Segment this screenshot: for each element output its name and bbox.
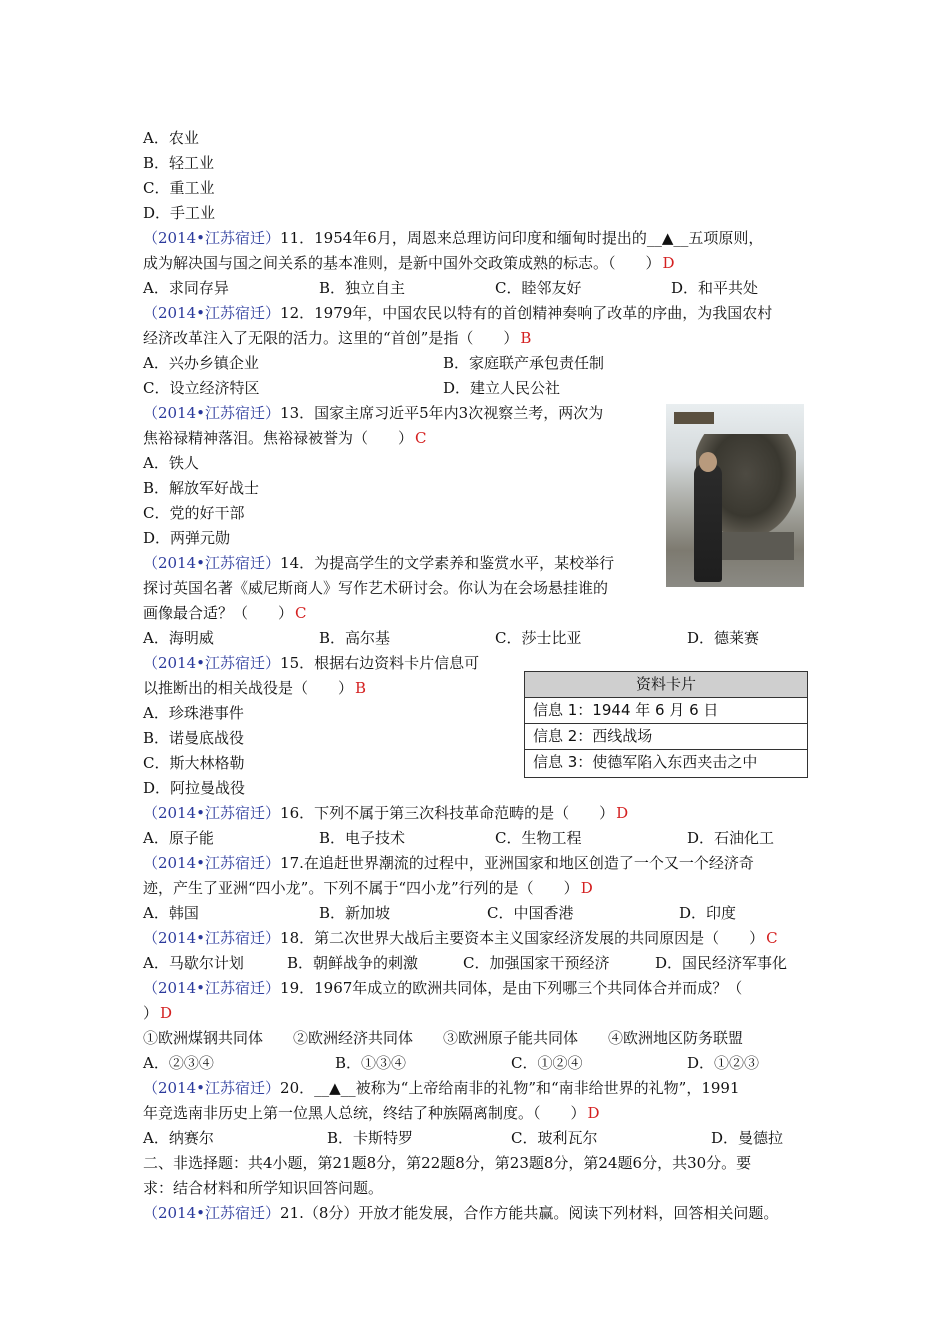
q15-option-d: D．阿拉曼战役	[143, 779, 246, 797]
q18-options	[143, 951, 803, 975]
q17-option-c: C．中国香港	[487, 904, 574, 922]
q17-option-b: B．新加坡	[319, 904, 391, 922]
q16-option-d: D．石油化工	[687, 829, 775, 847]
source-tag: （2014•江苏宿迁）	[143, 554, 281, 572]
q13-stem-line2: 焦裕禄精神落泪。焦裕禄被誉为（ ） C	[143, 429, 427, 447]
answer-mark: D	[587, 1104, 600, 1122]
q10-option-d: D．手工业	[143, 204, 216, 222]
info-card-row: 信息 2：西线战场	[525, 724, 807, 750]
q16-option-c: C．生物工程	[495, 829, 582, 847]
source-tag: （2014•江苏宿迁）	[143, 404, 281, 422]
q15-option-c: C．斯大林格勒	[143, 754, 245, 772]
answer-mark: D	[580, 879, 593, 897]
info-card-title: 资料卡片	[525, 672, 807, 698]
q10-option-b: B．轻工业	[143, 154, 215, 172]
q12-options-row1	[143, 351, 803, 375]
q19-stem-line2: ） D	[143, 1004, 173, 1022]
q19-stem-line1: （2014•江苏宿迁）19．1967年成立的欧洲共同体，是由下列哪三个共同体合并而成？（	[143, 979, 743, 997]
q17-options	[143, 901, 803, 925]
q20-option-b: B．卡斯特罗	[327, 1129, 414, 1147]
q11-option-d: D．和平共处	[671, 279, 759, 297]
info-card	[524, 671, 808, 778]
q13-stem-line1: （2014•江苏宿迁）13．国家主席习近平5年内3次视察兰考，两次为	[143, 404, 604, 422]
q20-option-d: D．曼德拉	[711, 1129, 784, 1147]
q16-option-a: A．原子能	[143, 829, 214, 847]
q13-option-c: C．党的好干部	[143, 504, 245, 522]
q14-stem-line3: 画像最合适？（ ） C	[143, 604, 307, 622]
source-tag: （2014•江苏宿迁）	[143, 979, 281, 997]
q12-option-d: D．建立人民公社	[443, 379, 561, 397]
answer-mark: D	[662, 254, 675, 272]
q12-option-a: A．兴办乡镇企业	[143, 354, 259, 372]
q11-stem-line2: 成为解决国与国之间关系的基本准则，是新中国外交政策成熟的标志。（ ） D	[143, 254, 675, 272]
q18-option-c: C．加强国家干预经济	[463, 954, 610, 972]
q18-option-a: A．马歇尔计划	[143, 954, 244, 972]
q15-option-b: B．诺曼底战役	[143, 729, 245, 747]
q11-stem-line1: （2014•江苏宿迁）11．1954年6月，周恩来总理访问印度和缅甸时提出的__▲__五项原则，	[143, 229, 764, 247]
q18-stem-line1: （2014•江苏宿迁）18．第二次世界大战后主要资本主义国家经济发展的共同原因是（ ） C	[143, 929, 778, 947]
q19-option-a: A．②③④	[143, 1054, 214, 1072]
q19-option-d: D．①②③	[687, 1054, 760, 1072]
q10-option-a: A．农业	[143, 129, 199, 147]
source-tag: （2014•江苏宿迁）	[143, 854, 281, 872]
q19-options	[143, 1051, 803, 1075]
q11-option-a: A．求同存异	[143, 279, 229, 297]
q14-option-a: A．海明威	[143, 629, 214, 647]
source-tag: （2014•江苏宿迁）	[143, 1079, 281, 1097]
q20-option-c: C．玻利瓦尔	[511, 1129, 598, 1147]
q12-option-b: B．家庭联产承包责任制	[443, 354, 605, 372]
q20-stem-line2: 年竞选南非历史上第一位黑人总统，终结了种族隔离制度。（ ） D	[143, 1104, 600, 1122]
q19-option-c: C．①②④	[511, 1054, 583, 1072]
q18-option-b: B．朝鲜战争的刺激	[287, 954, 419, 972]
answer-mark: B	[520, 329, 532, 347]
answer-mark: D	[160, 1004, 173, 1022]
q17-option-a: A．韩国	[143, 904, 199, 922]
q15-stem-line2: 以推断出的相关战役是（ ） B	[143, 679, 367, 697]
info-card-row: 信息 3：使德军陷入东西夹击之中	[533, 753, 758, 771]
answer-mark: B	[355, 679, 367, 697]
q13-option-b: B．解放军好战士	[143, 479, 260, 497]
source-tag: （2014•江苏宿迁）	[143, 654, 281, 672]
source-tag: （2014•江苏宿迁）	[143, 804, 281, 822]
source-tag: （2014•江苏宿迁）	[143, 229, 281, 247]
q16-stem-line1: （2014•江苏宿迁）16．下列不属于第三次科技革命范畴的是（ ） D	[143, 804, 629, 822]
source-tag: （2014•江苏宿迁）	[143, 304, 281, 322]
q11-options	[143, 276, 803, 300]
q17-option-d: D．印度	[679, 904, 737, 922]
q14-options	[143, 626, 803, 650]
q14-stem-line2: 探讨英国名著《威尼斯商人》写作艺术研讨会。你认为在会场悬挂谁的	[143, 579, 609, 597]
q18-option-d: D．国民经济军事化	[655, 954, 788, 972]
q14-option-c: C．莎士比亚	[495, 629, 582, 647]
answer-mark: C	[415, 429, 427, 447]
q12-options-row2	[143, 376, 803, 400]
q12-stem-line1: （2014•江苏宿迁）12．1979年，中国农民以特有的首创精神奏响了改革的序曲，为我国农村	[143, 304, 773, 322]
q20-options	[143, 1126, 803, 1150]
q21-stem-line1: （2014•江苏宿迁）21.（8分）开放才能发展，合作方能共赢。阅读下列材料，回答相关问题。	[143, 1204, 779, 1222]
section2-heading-line2: 求：结合材料和所学知识回答问题。	[143, 1179, 384, 1197]
q19-items: ①欧洲煤钢共同体 ②欧洲经济共同体 ③欧洲原子能共同体 ④欧洲地区防务联盟	[143, 1029, 744, 1047]
q13-option-a: A．铁人	[143, 454, 199, 472]
q14-option-d: D．德莱赛	[687, 629, 760, 647]
q17-stem-line1: （2014•江苏宿迁）17.在追赶世界潮流的过程中，亚洲国家和地区创造了一个又一个经济奇	[143, 854, 754, 872]
q12-option-c: C．设立经济特区	[143, 379, 260, 397]
q20-stem-line1: （2014•江苏宿迁）20．__▲__被称为“上帝给南非的礼物”和“南非给世界的礼物”，1991	[143, 1079, 740, 1097]
source-tag: （2014•江苏宿迁）	[143, 929, 281, 947]
q19-option-b: B．①③④	[335, 1054, 407, 1072]
answer-mark: C	[295, 604, 307, 622]
q17-stem-line2: 迹，产生了亚洲“四小龙”。下列不属于“四小龙”行列的是（ ） D	[143, 879, 593, 897]
source-tag: （2014•江苏宿迁）	[143, 1204, 281, 1222]
q14-stem-line1: （2014•江苏宿迁）14．为提高学生的文学素养和鉴赏水平，某校举行	[143, 554, 615, 572]
q13-option-d: D．两弹元勋	[143, 529, 231, 547]
q15-option-a: A．珍珠港事件	[143, 704, 244, 722]
q15-stem-line1: （2014•江苏宿迁）15．根据右边资料卡片信息可	[143, 654, 480, 672]
q14-option-b: B．高尔基	[319, 629, 391, 647]
q11-option-c: C．睦邻友好	[495, 279, 582, 297]
q12-stem-line2: 经济改革注入了无限的活力。这里的“首创”是指（ ） B	[143, 329, 532, 347]
q16-options	[143, 826, 803, 850]
section2-heading-line1: 二、非选择题：共4小题，第21题8分，第22题8分，第23题8分，第24题6分，共30分。要	[143, 1154, 752, 1172]
q10-option-c: C．重工业	[143, 179, 215, 197]
q11-option-b: B．独立自主	[319, 279, 406, 297]
answer-mark: C	[766, 929, 778, 947]
info-card-row: 信息 1：1944 年 6 月 6 日	[525, 698, 807, 724]
q20-option-a: A．纳赛尔	[143, 1129, 214, 1147]
answer-mark: D	[616, 804, 629, 822]
jiao-yulu-statue-photo	[666, 404, 804, 587]
q16-option-b: B．电子技术	[319, 829, 406, 847]
